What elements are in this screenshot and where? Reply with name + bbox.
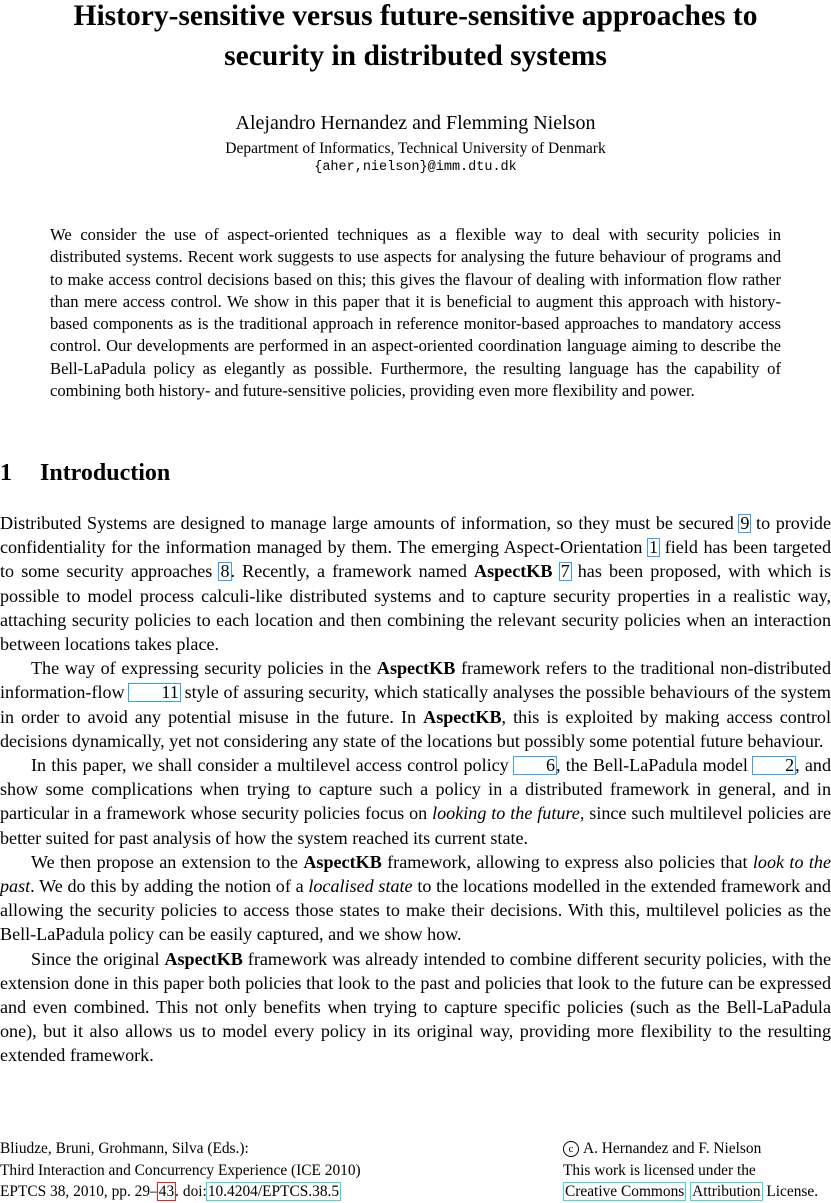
abstract: We consider the use of aspect-oriented techniques as a flexible way to deal with security policies in distributed systems. Recent work suggests to use aspects for analysing the future behaviour of programs and to make access control decisions based on this; this gives the flavour of dealing with information flow rather than mere access control. We show in this paper that it is beneficial to augment this approach with history-based components as is the traditional approach in reference monitor-based approaches to mandatory access control. Our developments are performed in an aspect-oriented coordination language aiming to describe the Bell-LaPadula policy as elegantly as possible. Furthermore, the resulting language has the capability of combining both history- and future-sensitive policies, providing even more flexibility and power. bbox=[50, 225, 781, 401]
citation-link[interactable]: 1 bbox=[649, 537, 659, 558]
citation-link[interactable]: 2 bbox=[752, 756, 796, 775]
doi-link[interactable]: 10.4204/EPTCS.38.5 bbox=[207, 1183, 340, 1200]
citation-link[interactable]: 8 bbox=[220, 561, 230, 582]
citation-link[interactable]: 7 bbox=[560, 561, 570, 582]
email-address: {aher,nielson}@imm.dtu.dk bbox=[314, 160, 517, 175]
attribution-link[interactable]: Attribution bbox=[692, 1183, 761, 1200]
last-page-link[interactable]: 43 bbox=[158, 1183, 175, 1200]
footer-license: c A. Hernandez and F. Nielson This work is licensed under the Creative Commons Attribution License. bbox=[563, 1140, 819, 1200]
copyright-icon: c bbox=[563, 1141, 579, 1157]
creative-commons-link[interactable]: Creative Commons bbox=[565, 1183, 685, 1200]
paragraph-5: Since the original AspectKB framework was already intended to combine different security policies, with the extension done in this paper both policies that look to the past and policies that look to the future can be expressed and even combined. This not only benefits when trying to capture specific policies (such as the Bell-LaPadula one), but it also allows us to model every policy in its original way, providing more flexibility to the resulting extended framework. bbox=[0, 948, 831, 1066]
footer-citation: Bliudze, Bruni, Grohmann, Silva (Eds.): Third Interaction and Concurrency Experience (ICE 2010) EPTCS 38, 2010, pp. 29–43. doi:10.4204/EPTCS.38.5 bbox=[0, 1140, 361, 1200]
citation-link[interactable]: 11 bbox=[128, 683, 180, 702]
authors: Alejandro Hernandez and Flemming Nielson bbox=[235, 112, 596, 134]
section-number: 1 bbox=[0, 460, 12, 486]
paragraph-2: The way of expressing security policies in the AspectKB framework refers to the traditional non-distributed information-flow 11 style of assuring security, which statically analyses the possible behaviours of the system in order to avoid any potential misuse in the future. In AspectKB, this is exploited by making access control decisions dynamically, yet not considering any state of the locations but possibly some potential future behaviour. bbox=[0, 658, 831, 751]
citation-link[interactable]: 9 bbox=[740, 513, 750, 533]
section-title: Introduction bbox=[40, 460, 171, 486]
paragraph-4: We then propose an extension to the AspectKB framework, allowing to express also policies that look to the past. We do this by adding the notion of a localised state to the locations modelled in the extended framework and allowing the security policies to access those states to make their decisions. With this, multilevel policies as the Bell-LaPadula policy can be easily captured, and we show how. bbox=[0, 851, 831, 945]
paper-title: History-sensitive versus future-sensitive approaches to security in distributed systems bbox=[73, 0, 758, 72]
email bbox=[0, 157, 831, 177]
section-heading bbox=[0, 456, 170, 490]
affiliation: Department of Informatics, Technical University of Denmark bbox=[225, 140, 606, 157]
paragraph-3: In this paper, we shall consider a multilevel access control policy 6, the Bell-LaPadula model 2, and show some complications when trying to capture such a policy in a distributed framework in general, and in particular in a framework whose security policies focus on looking to the future, since such multilevel policies are better suited for past analysis of how the system reached its current state. bbox=[0, 755, 831, 848]
body-text bbox=[0, 511, 831, 1068]
paragraph-1: Distributed Systems are designed to manage large amounts of information, so they must be secured 9 to provide confidentiality for the information managed by them. The emerging Aspect-Orientation 1 field has been targeted to some security approaches 8. Recently, a framework named AspectKB 7 has been proposed, with which is possible to model process calculi-like distributed systems and to capture security properties in a realistic way, attaching security policies to each location and then combining the relevant security policies when an interaction between locations takes place. bbox=[0, 513, 831, 655]
citation-link[interactable]: 6 bbox=[513, 756, 557, 775]
